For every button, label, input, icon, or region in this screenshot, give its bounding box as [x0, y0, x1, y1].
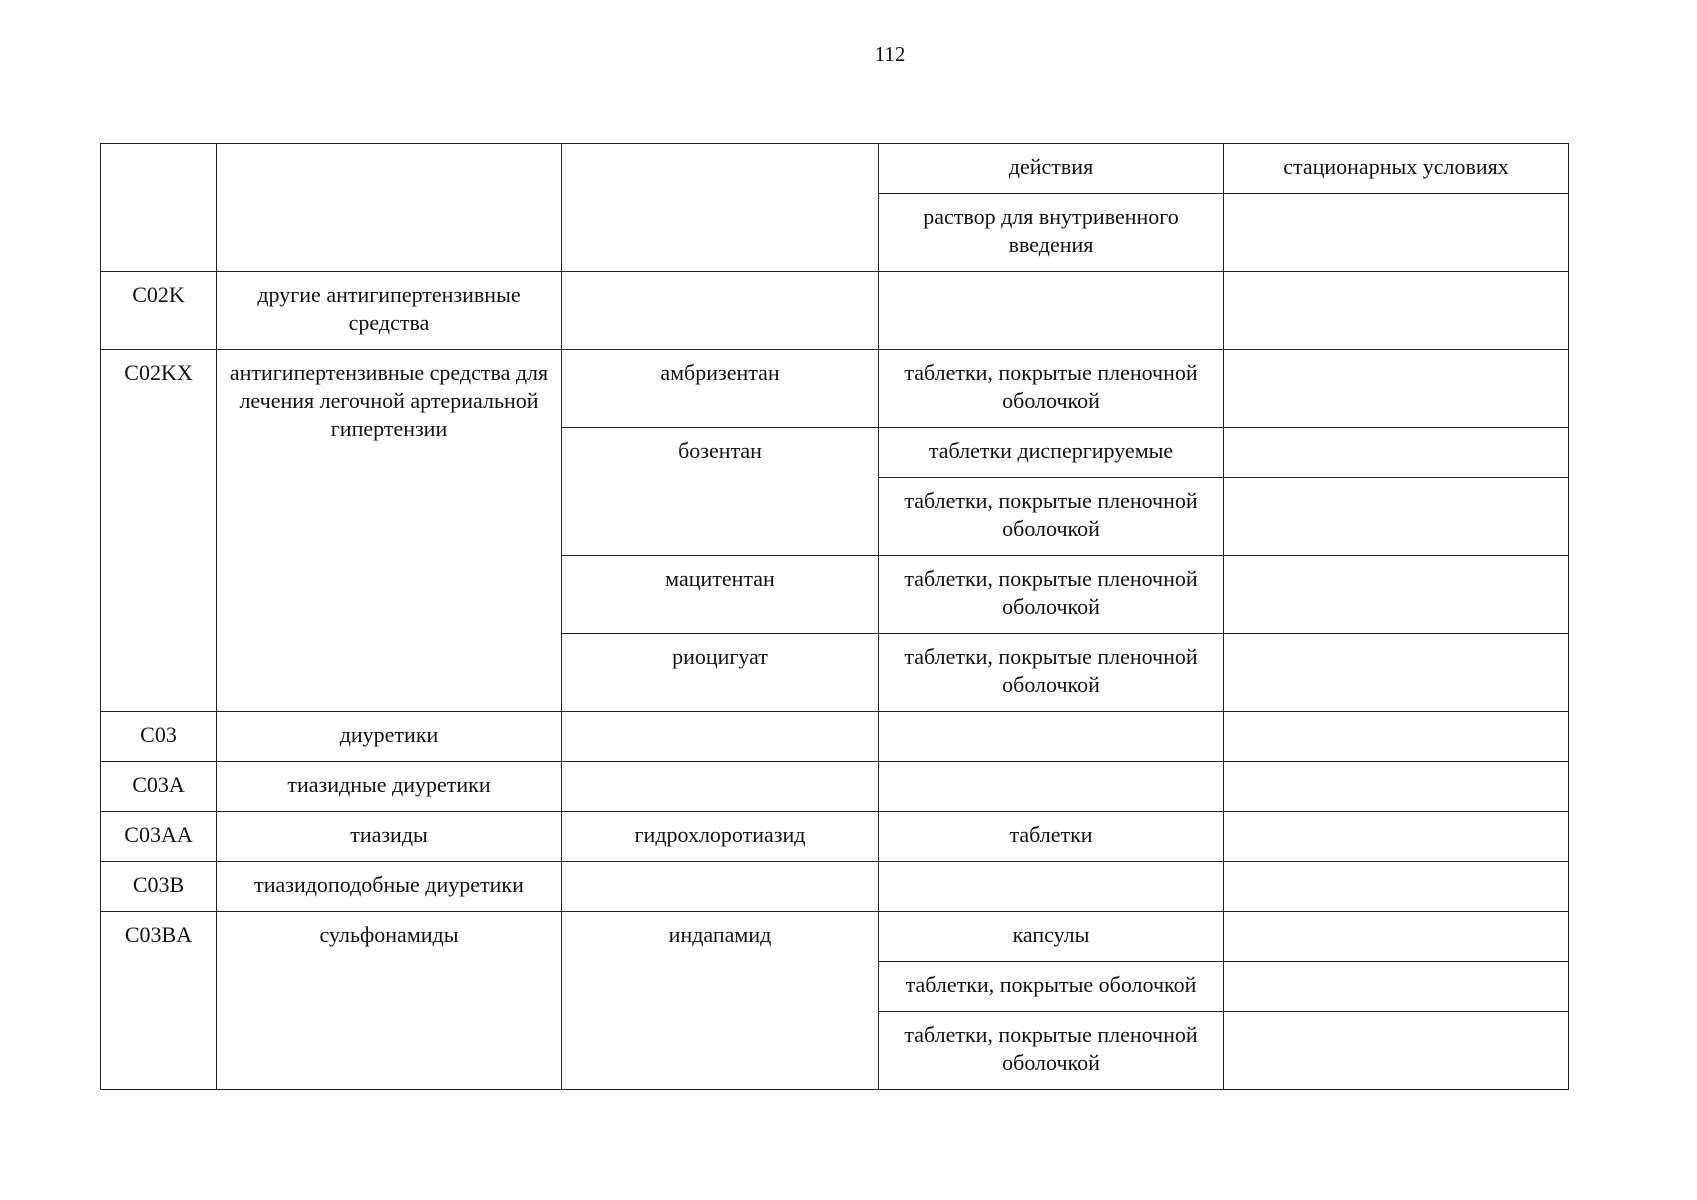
notes-cell: [1224, 272, 1569, 350]
notes-cell: [1224, 556, 1569, 634]
dosage-form-cell: таблетки диспергируемые: [879, 428, 1224, 478]
group-cell: другие антигипертензивные средства: [217, 272, 562, 350]
drug-name-cell: [562, 272, 879, 350]
notes-cell: [1224, 428, 1569, 478]
atc-code-cell: C03BA: [101, 912, 217, 1090]
notes-cell: [1224, 634, 1569, 712]
table-row: [101, 144, 1569, 194]
notes-cell: стационарных условиях: [1224, 144, 1569, 194]
atc-code-cell: C02KX: [101, 350, 217, 712]
group-cell: тиазидные диуретики: [217, 762, 562, 812]
notes-cell: [1224, 478, 1569, 556]
atc-code-cell: [101, 144, 217, 272]
drug-name-cell: бозентан: [562, 428, 879, 556]
table-row: [101, 862, 1569, 912]
dosage-form-cell: [879, 762, 1224, 812]
notes-cell: [1224, 1012, 1569, 1090]
page-number: 112: [874, 42, 906, 66]
dosage-form-cell: таблетки: [879, 812, 1224, 862]
dosage-form-cell: таблетки, покрытые пленочной оболочкой: [879, 634, 1224, 712]
group-cell: тиазидоподобные диуретики: [217, 862, 562, 912]
notes-cell: [1224, 862, 1569, 912]
dosage-form-cell: таблетки, покрытые пленочной оболочкой: [879, 1012, 1224, 1090]
dosage-form-cell: таблетки, покрытые пленочной оболочкой: [879, 478, 1224, 556]
notes-cell: [1224, 812, 1569, 862]
notes-cell: [1224, 762, 1569, 812]
group-cell: тиазиды: [217, 812, 562, 862]
drug-name-cell: [562, 762, 879, 812]
atc-code-cell: C03: [101, 712, 217, 762]
notes-cell: [1224, 194, 1569, 272]
atc-code-cell: C03A: [101, 762, 217, 812]
notes-cell: [1224, 962, 1569, 1012]
dosage-form-cell: таблетки, покрытые пленочной оболочкой: [879, 556, 1224, 634]
table-row: [101, 912, 1569, 962]
drug-name-cell: [562, 712, 879, 762]
table-row: [101, 812, 1569, 862]
dosage-form-cell: [879, 862, 1224, 912]
drug-name-cell: [562, 144, 879, 272]
dosage-form-cell: капсулы: [879, 912, 1224, 962]
drug-name-cell: гидрохлоротиазид: [562, 812, 879, 862]
dosage-form-cell: таблетки, покрытые пленочной оболочкой: [879, 350, 1224, 428]
drug-name-cell: индапамид: [562, 912, 879, 1090]
dosage-form-cell: действия: [879, 144, 1224, 194]
group-cell: диуретики: [217, 712, 562, 762]
atc-code-cell: C03B: [101, 862, 217, 912]
dosage-form-cell: таблетки, покрытые оболочкой: [879, 962, 1224, 1012]
atc-code-cell: C03AA: [101, 812, 217, 862]
table-row: [101, 272, 1569, 350]
dosage-form-cell: [879, 712, 1224, 762]
drug-name-cell: [562, 862, 879, 912]
group-cell: антигипертензивные средства для лечения легочной артериальной гипертензии: [217, 350, 562, 712]
dosage-form-cell: [879, 272, 1224, 350]
group-cell: сульфонамиды: [217, 912, 562, 1090]
table-row: [101, 350, 1569, 428]
group-cell: [217, 144, 562, 272]
dosage-form-cell: раствор для внутривенного введения: [879, 194, 1224, 272]
drug-name-cell: мацитентан: [562, 556, 879, 634]
notes-cell: [1224, 350, 1569, 428]
table-row: [101, 762, 1569, 812]
atc-code-cell: C02K: [101, 272, 217, 350]
notes-cell: [1224, 912, 1569, 962]
drug-table: [100, 143, 1569, 1090]
drug-name-cell: амбризентан: [562, 350, 879, 428]
drug-name-cell: риоцигуат: [562, 634, 879, 712]
table-row: [101, 712, 1569, 762]
notes-cell: [1224, 712, 1569, 762]
